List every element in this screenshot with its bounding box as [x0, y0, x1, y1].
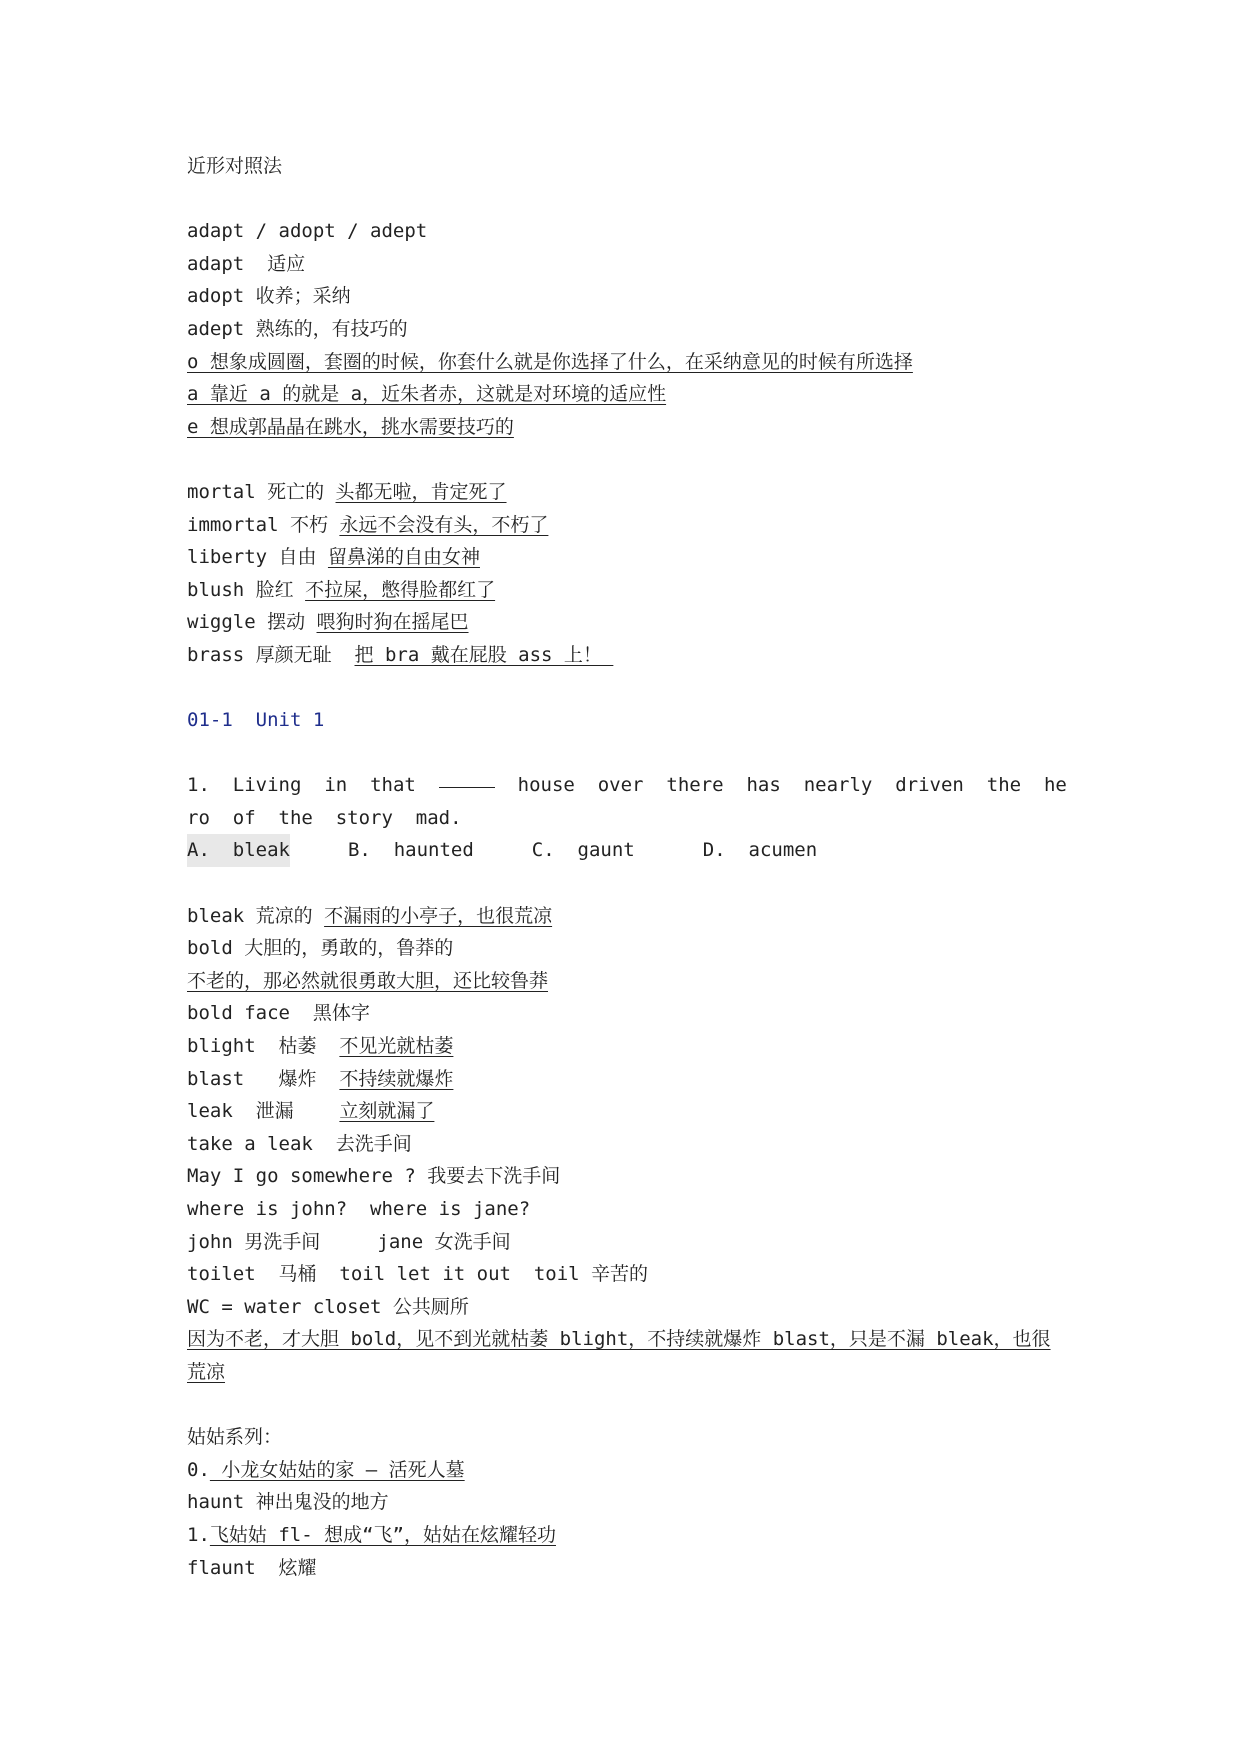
blast-line: blast 爆炸 不持续就爆炸	[187, 1067, 454, 1090]
adapt-memory-note: a 靠近 a 的就是 a，近朱者赤，这就是对环境的适应性	[187, 383, 667, 406]
bold-line: bold 大胆的，勇敢的，鲁莽的	[187, 937, 454, 960]
question-line-2: ro of the story mad.	[187, 806, 462, 829]
memory-tip: 永远不会没有头，不朽了	[339, 513, 549, 536]
adept-line: adept 熟练的，有技巧的	[187, 317, 408, 340]
bold-tip-line: 不老的，那必然就很勇敢大胆，还比较鲁莽	[187, 969, 549, 992]
adapt-line: adapt 适应	[187, 252, 306, 275]
adept-memory-note: e 想成郭晶晶在跳水，挑水需要技巧的	[187, 415, 514, 438]
blight-line: blight 枯萎 不见光就枯萎	[187, 1035, 454, 1058]
wc-line: WC = water closet 公共厕所	[187, 1295, 469, 1318]
answer-blank	[439, 769, 495, 788]
memory-tip: 头都无啦，肯定死了	[335, 480, 507, 503]
answer-options	[187, 834, 1067, 867]
bleak-line: bleak 荒凉的 不漏雨的小亭子，也很荒凉	[187, 904, 553, 927]
memory-tip: 把 bra 戴在屁股 ass 上！	[354, 643, 614, 666]
gugu-item-flaunt: flaunt 炫耀	[187, 1556, 317, 1579]
vocab-item: wiggle 摆动 喂狗时狗在摇尾巴	[187, 611, 469, 634]
gugu-item-1: 1.飞姑姑 fl- 想成“飞”，姑姑在炫耀轻功	[187, 1523, 556, 1546]
leak-line: leak 泄漏 立刻就漏了	[187, 1100, 435, 1123]
document-page	[187, 150, 1067, 1584]
document-title: 近形对照法	[187, 155, 283, 177]
option-c: C. gaunt	[531, 839, 635, 862]
vocab-item: mortal 死亡的 头都无啦，肯定死了	[187, 480, 507, 503]
adopt-line: adopt 收养；采纳	[187, 285, 351, 308]
gugu-header: 姑姑系列：	[187, 1426, 283, 1449]
memory-tip: 留鼻涕的自由女神	[327, 546, 480, 569]
vocab-item: blush 脸红 不拉屎，憋得脸都红了	[187, 578, 496, 601]
bold-face-line: bold face 黑体字	[187, 1002, 370, 1025]
adapt-header: adapt / adopt / adept	[187, 220, 428, 243]
memory-tip: 喂狗时狗在摇尾巴	[316, 611, 469, 634]
vocab-item: brass 厚颜无耻 把 bra 戴在屁股 ass 上！	[187, 643, 614, 666]
question-line-1: 1. Living in that house over there has nearly driven the he	[187, 769, 1067, 802]
vocab-item: immortal 不朽 永远不会没有头，不朽了	[187, 513, 549, 536]
unit-heading: 01-1 Unit 1	[187, 709, 325, 732]
where-is-line: where is john? where is jane?	[187, 1198, 531, 1220]
john-jane-line: john 男洗手间 jane 女洗手间	[187, 1230, 511, 1253]
vocab-item: liberty 自由 留鼻涕的自由女神	[187, 546, 480, 569]
option-b: B. haunted	[347, 839, 474, 862]
memory-tip: 不拉屎，憋得脸都红了	[305, 578, 496, 601]
take-a-leak-line: take a leak 去洗手间	[187, 1132, 412, 1155]
bleak-summary: 因为不老，才大胆 bold，见不到光就枯萎 blight，不持续就爆炸 blast，只是不漏 bleak，也很荒凉	[187, 1328, 1051, 1383]
option-a: A. bleak	[187, 834, 290, 867]
adopt-memory-note: o 想象成圆圈，套圈的时候，你套什么就是你选择了什么，在采纳意见的时候有所选择	[187, 350, 913, 373]
gugu-item-haunt: haunt 神出鬼没的地方	[187, 1491, 389, 1514]
option-d: D. acumen	[702, 839, 818, 862]
may-i-line: May I go somewhere ? 我要去下洗手间	[187, 1165, 561, 1188]
toilet-line: toilet 马桶 toil let it out toil 辛苦的	[187, 1263, 649, 1286]
gugu-item-0: 0. 小龙女姑姑的家 — 活死人墓	[187, 1458, 465, 1481]
